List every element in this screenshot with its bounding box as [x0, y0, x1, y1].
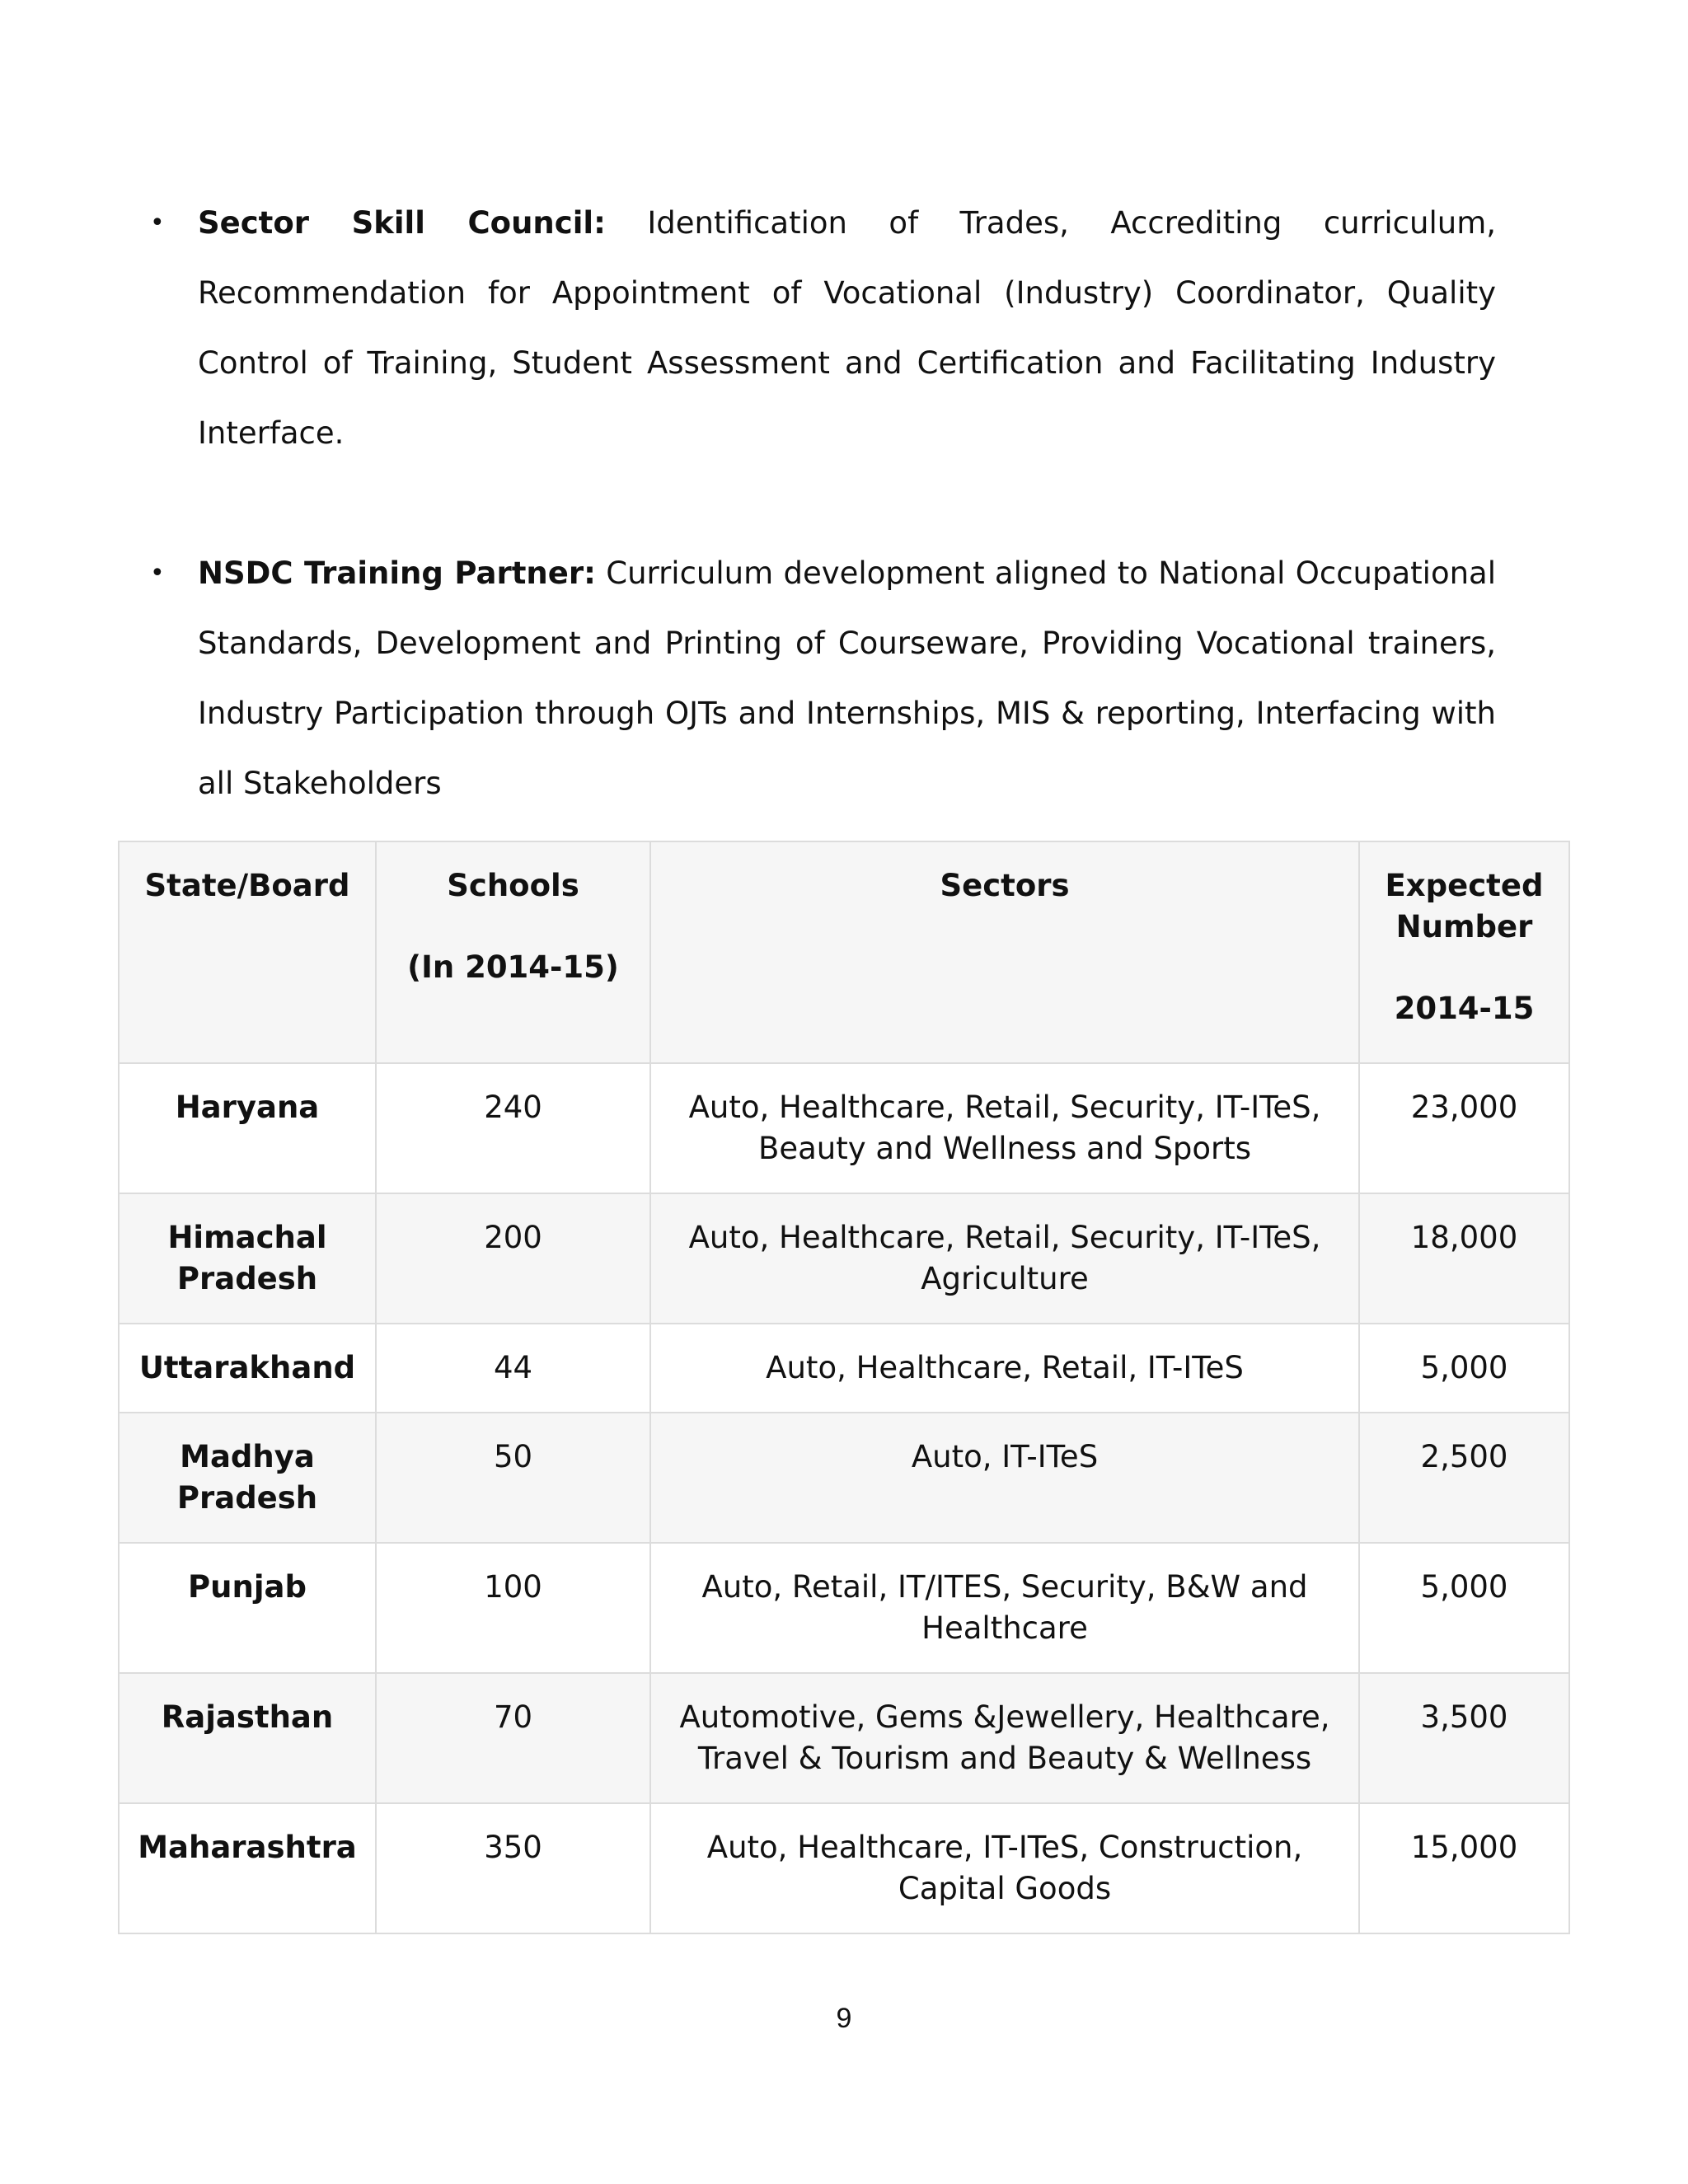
- table-row: [119, 1063, 1569, 1193]
- header-expected-year: 2014-15: [1394, 991, 1535, 1026]
- header-expected-number: Expected Number 2014-15: [1359, 841, 1569, 1063]
- cell-expected: 5,000: [1359, 1543, 1569, 1673]
- page-number: 9: [836, 2003, 852, 2034]
- header-state-board: State/Board: [119, 841, 376, 1063]
- cell-expected: 23,000: [1359, 1063, 1569, 1193]
- cell-sectors: Auto, Healthcare, IT-ITeS, Construction, Capital Goods: [650, 1803, 1359, 1933]
- cell-sectors: Auto, Healthcare, Retail, IT-ITeS: [650, 1324, 1359, 1413]
- cell-state: Punjab: [119, 1543, 376, 1673]
- cell-state: Rajasthan: [119, 1673, 376, 1803]
- bullet-text: Curriculum development aligned to National Occupational Standards, Development and Printing of Courseware, Providing Vocational trainers, Industry Participation through OJTs and Internships, MIS & reporting, Interfacing with all Stakeholders: [198, 555, 1496, 801]
- cell-state: Himachal Pradesh: [119, 1193, 376, 1324]
- cell-state: Uttarakhand: [119, 1324, 376, 1413]
- table-row: [119, 1413, 1569, 1543]
- state-schools-table: [118, 841, 1570, 1934]
- cell-schools: 240: [376, 1063, 650, 1193]
- bullet-text: Identification of Trades, Accrediting curriculum, Recommendation for Appointment of Vocational (Industry) Coordinator, Quality Control of Training, Student Assessment and Certification and Facilitating Industry Interface.: [198, 205, 1497, 451]
- bullet-item-nsdc-training-partner: [144, 538, 1496, 818]
- cell-sectors: Automotive, Gems &Jewellery, Healthcare, Travel & Tourism and Beauty & Wellness: [650, 1673, 1359, 1803]
- cell-state: Maharashtra: [119, 1803, 376, 1933]
- cell-state: Madhya Pradesh: [119, 1413, 376, 1543]
- table-row: [119, 1543, 1569, 1673]
- cell-expected: 18,000: [1359, 1193, 1569, 1324]
- table-row: [119, 1324, 1569, 1413]
- cell-sectors: Auto, IT-ITeS: [650, 1413, 1359, 1543]
- table-row: [119, 1803, 1569, 1933]
- cell-schools: 350: [376, 1803, 650, 1933]
- cell-state: Haryana: [119, 1063, 376, 1193]
- header-schools: Schools (In 2014-15): [376, 841, 650, 1063]
- bullet-dot-icon: •: [150, 559, 165, 588]
- header-sectors: Sectors: [650, 841, 1359, 1063]
- cell-schools: 200: [376, 1193, 650, 1324]
- bullet-term: NSDC Training Partner:: [198, 555, 596, 591]
- cell-expected: 5,000: [1359, 1324, 1569, 1413]
- bullet-list: [144, 188, 1496, 818]
- bullet-item-sector-skill-council: [144, 188, 1496, 468]
- cell-expected: 2,500: [1359, 1413, 1569, 1543]
- bullet-term: Sector Skill Council:: [198, 205, 606, 241]
- cell-sectors: Auto, Retail, IT/ITES, Security, B&W and Healthcare: [650, 1543, 1359, 1673]
- table-row: [119, 1673, 1569, 1803]
- cell-sectors: Auto, Healthcare, Retail, Security, IT-ITeS, Beauty and Wellness and Sports: [650, 1063, 1359, 1193]
- cell-sectors: Auto, Healthcare, Retail, Security, IT-ITeS, Agriculture: [650, 1193, 1359, 1324]
- bullet-dot-icon: •: [150, 209, 165, 237]
- cell-expected: 3,500: [1359, 1673, 1569, 1803]
- table-row: [119, 1193, 1569, 1324]
- cell-schools: 100: [376, 1543, 650, 1673]
- header-schools-year: (In 2014-15): [407, 949, 619, 985]
- cell-expected: 15,000: [1359, 1803, 1569, 1933]
- table-header-row: [119, 841, 1569, 1063]
- cell-schools: 50: [376, 1413, 650, 1543]
- cell-schools: 44: [376, 1324, 650, 1413]
- cell-schools: 70: [376, 1673, 650, 1803]
